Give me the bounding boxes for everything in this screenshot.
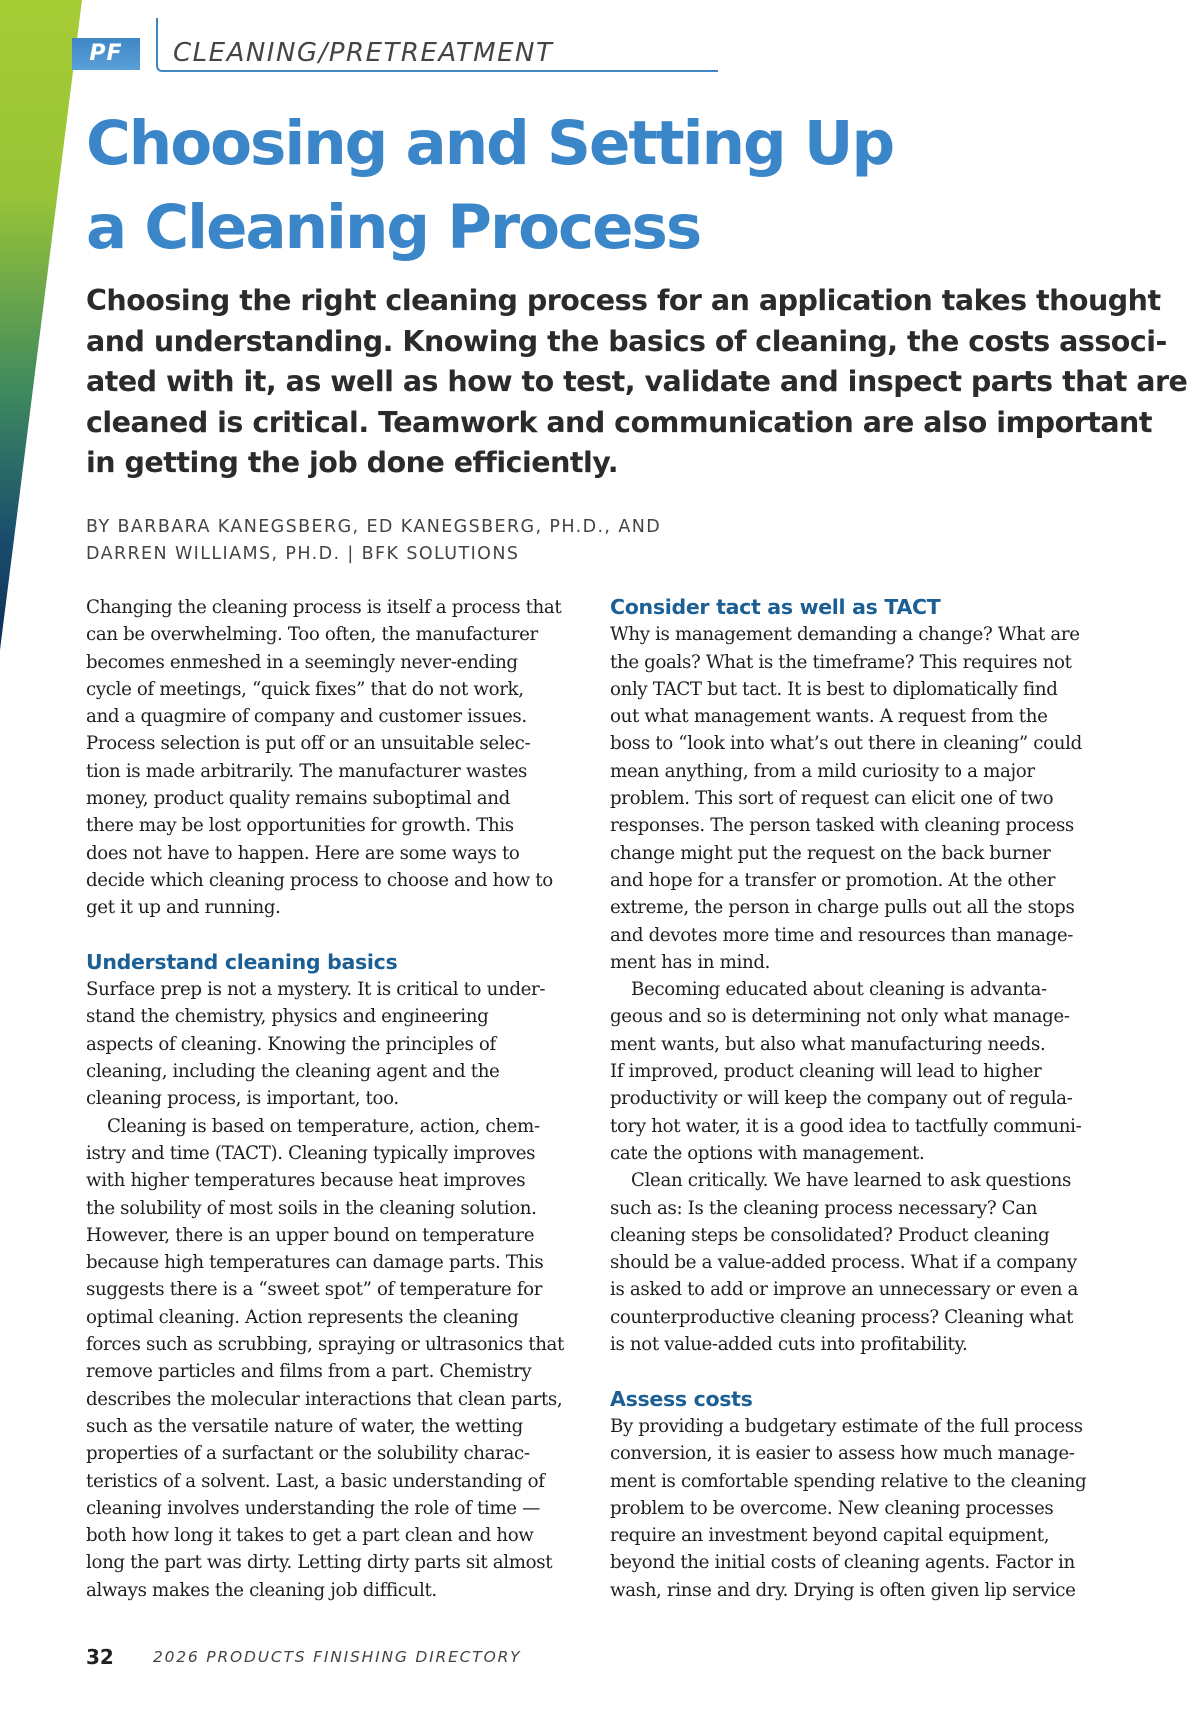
text-line: does not have to happen. Here are some ways to [86, 842, 520, 864]
text-line: long the part was dirty. Letting dirty parts sit almost [86, 1552, 553, 1574]
right-column [610, 594, 1130, 1604]
text-line: out what management wants. A request from the [610, 706, 1048, 728]
text-line: Cleaning is based on temperature, action, chem- [107, 1115, 540, 1137]
text-line: istry and time (TACT). Cleaning typically improves [86, 1142, 536, 1164]
text-line: boss to “look into what’s out there in cleaning” could [610, 733, 1082, 755]
text-line: optimal cleaning. Action represents the cleaning [86, 1306, 519, 1328]
deck-line: cleaned is critical. Teamwork and communication are also important [86, 405, 1152, 439]
text-line: Changing the cleaning process is itself a process that [86, 597, 562, 618]
text-line: and hope for a transfer or promotion. At the other [610, 869, 1056, 891]
page-footer [86, 1645, 521, 1675]
clean-critically-paragraph [610, 1167, 1130, 1358]
costs-paragraph [610, 1413, 1130, 1604]
text-line: the solubility of most soils in the cleaning solution. [86, 1197, 537, 1219]
text-line: Why is management demanding a change? What are [610, 624, 1080, 646]
title-line: a Cleaning Process [86, 192, 701, 263]
text-line: Clean critically. We have learned to ask questions [631, 1170, 1071, 1192]
section-header [72, 18, 772, 68]
text-line: cleaning involves understanding the role of time — [86, 1497, 540, 1519]
deck-line: in getting the job done efficiently. [86, 446, 619, 479]
text-line: the goals? What is the timeframe? This requires not [610, 651, 1072, 673]
text-line: tion is made arbitrarily. The manufacturer wastes [86, 760, 527, 782]
text-line: aspects of cleaning. Knowing the principles of [86, 1033, 496, 1055]
tact-definition-paragraph [86, 1113, 606, 1604]
text-line: ment has in mind. [610, 951, 771, 973]
deck-line: ated with it, as well as how to test, validate and inspect parts that are [86, 365, 1188, 398]
page-number: 32 [86, 1645, 114, 1669]
text-line: both how long it takes to get a part clean and how [86, 1525, 534, 1547]
tact-paragraph [610, 621, 1130, 976]
text-line: mean anything, from a mild curiosity to a major [610, 760, 1035, 782]
article-title [86, 102, 1136, 270]
text-line: there may be lost opportunities for growth. This [86, 815, 514, 837]
text-line: Surface prep is not a mystery. It is critical to under- [86, 979, 546, 1001]
text-line: teristics of a solvent. Last, a basic understanding of [86, 1470, 545, 1492]
text-line: cycle of meetings, “quick fixes” that do not work, [86, 678, 524, 700]
paragraph-gap [86, 922, 606, 949]
text-line: such as: Is the cleaning process necessary? Can [610, 1197, 1038, 1219]
text-line: is not value-added cuts into profitability. [610, 1334, 968, 1356]
text-line: change might put the request on the back burner [610, 842, 1051, 864]
text-line: can be overwhelming. Too often, the manufacturer [86, 624, 538, 646]
text-line: Process selection is put off or an unsuitable selec- [86, 733, 531, 755]
pf-badge: PF [72, 38, 140, 70]
text-line: should be a value-added process. What if a company [610, 1252, 1077, 1274]
deck-line: Choosing the right cleaning process for an application takes thought [86, 284, 1161, 317]
text-line: require an investment beyond capital equipment, [610, 1525, 1050, 1547]
text-line: decide which cleaning process to choose and how to [86, 869, 553, 891]
text-line: However, there is an upper bound on temperature [86, 1224, 535, 1246]
text-line: productivity or will keep the company out of regula- [610, 1088, 1073, 1110]
deck-line: and understanding. Knowing the basics of cleaning, the costs associ- [86, 324, 1167, 358]
stripe-graphic [0, 0, 85, 660]
byline-line: DARREN WILLIAMS, PH.D. | BFK SOLUTIONS [86, 544, 520, 564]
text-line: ment wants, but also what manufacturing needs. [610, 1033, 1046, 1055]
subhead-assess-costs: Assess costs [610, 1386, 753, 1411]
text-line: problem. This sort of request can elicit one of two [610, 788, 1054, 810]
text-line: because high temperatures can damage parts. This [86, 1252, 544, 1274]
article-deck [86, 281, 1188, 484]
text-line: describes the molecular interactions that clean parts, [86, 1388, 563, 1410]
intro-paragraph [86, 594, 606, 922]
section-label: CLEANING/PRETREATMENT [173, 38, 554, 68]
text-line: Becoming educated about cleaning is advanta- [631, 979, 1047, 1001]
basics-paragraph [86, 976, 606, 1112]
text-line: responses. The person tasked with cleaning process [610, 815, 1074, 837]
byline-line: BY BARBARA KANEGSBERG, ED KANEGSBERG, PH.D., AND [86, 517, 662, 537]
subhead-tact: Consider tact as well as TACT [610, 595, 941, 619]
paragraph-gap [610, 1358, 1130, 1385]
sidebar-color-stripe [0, 0, 85, 660]
text-line: counterproductive cleaning process? Cleaning what [610, 1306, 1074, 1328]
text-line: is asked to add or improve an unnecessary or even a [610, 1279, 1079, 1301]
text-line: If improved, product cleaning will lead to higher [610, 1061, 1042, 1083]
text-line: beyond the initial costs of cleaning agents. Factor in [610, 1552, 1075, 1574]
text-line: suggests there is a “sweet spot” of temperature for [86, 1279, 543, 1301]
left-column [86, 594, 606, 1604]
text-line: properties of a surfactant or the solubility charac- [86, 1443, 530, 1465]
text-line: problem to be overcome. New cleaning processes [610, 1497, 1054, 1519]
publication-name: 2026 PRODUCTS FINISHING DIRECTORY [152, 1648, 522, 1666]
text-line: with higher temperatures because heat improves [86, 1170, 526, 1192]
text-line: cleaning steps be consolidated? Product cleaning [610, 1224, 1050, 1246]
text-line: stand the chemistry, physics and engineering [86, 1006, 489, 1028]
text-line: ment is comfortable spending relative to the cleaning [610, 1470, 1087, 1492]
text-line: cleaning process, is important, too. [86, 1088, 399, 1110]
title-line: Choosing and Setting Up [86, 108, 894, 179]
text-line: geous and so is determining not only what manage- [610, 1006, 1070, 1028]
text-line: get it up and running. [86, 897, 281, 919]
text-line: wash, rinse and dry. Drying is often given lip service [610, 1579, 1076, 1601]
text-line: cate the options with management. [610, 1142, 925, 1164]
text-line: extreme, the person in charge pulls out all the stops [610, 897, 1075, 919]
text-line: remove particles and films from a part. Chemistry [86, 1361, 532, 1383]
text-line: cleaning, including the cleaning agent and the [86, 1061, 500, 1083]
text-line: becomes enmeshed in a seemingly never-ending [86, 651, 518, 673]
educated-paragraph [610, 976, 1130, 1167]
text-line: money, product quality remains suboptimal and [86, 788, 510, 810]
byline [86, 514, 886, 568]
subhead-cleaning-basics: Understand cleaning basics [86, 949, 398, 974]
text-line: conversion, it is easier to assess how much manage- [610, 1443, 1075, 1465]
text-line: and devotes more time and resources than manage- [610, 924, 1074, 946]
text-line: forces such as scrubbing, spraying or ultrasonics that [86, 1334, 565, 1356]
text-line: By providing a budgetary estimate of the full process [610, 1415, 1083, 1437]
text-line: always makes the cleaning job difficult. [86, 1579, 437, 1601]
text-line: tory hot water, it is a good idea to tactfully communi- [610, 1115, 1082, 1137]
text-line: only TACT but tact. It is best to diplomatically find [610, 678, 1058, 700]
text-line: and a quagmire of company and customer issues. [86, 706, 527, 728]
text-line: such as the versatile nature of water, the wetting [86, 1415, 523, 1437]
